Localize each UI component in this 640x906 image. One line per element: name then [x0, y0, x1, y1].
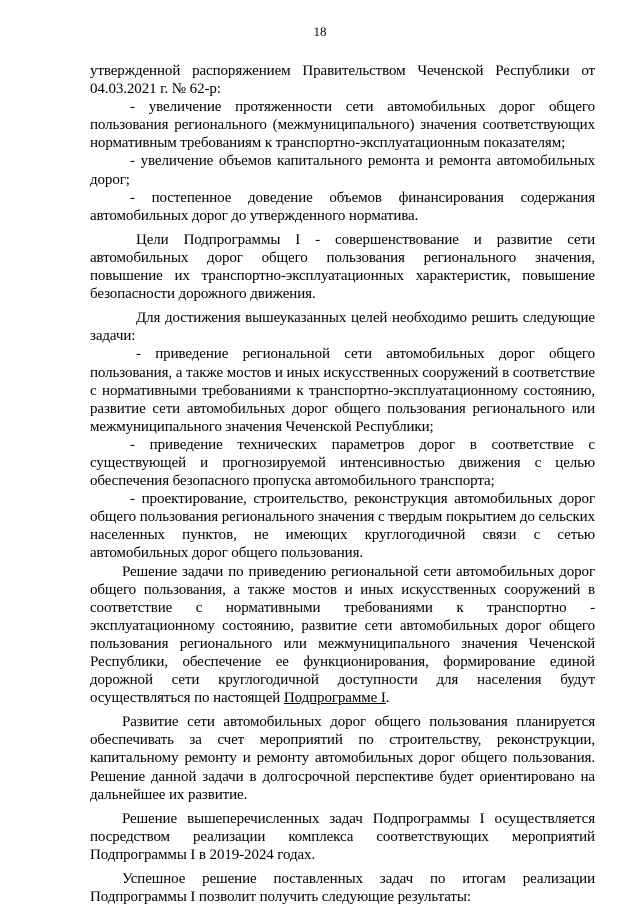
bullet-item: - увеличение объемов капитального ремонта и ремонта автомобильных дорог; — [90, 153, 595, 188]
paragraph: Успешное решение поставленных задач по итогам реализации Подпрограммы I позволит получить следующие результаты: — [90, 871, 595, 906]
bullet-item: - приведение региональной сети автомобильных дорог общего пользования, а также мостов и иных искусственных сооружений в соответствие с нормативными требованиями к транспортно-эксплуатационному состоянию, развитие сети автомобильных дорог общего пользования регионального или межмуниципального значения Чеченской Республики; — [90, 346, 595, 435]
paragraph: Решение вышеперечисленных задач Подпрограммы I осуществляется посредством реализации комплекса соответствующих мероприятий Подпрограммы I в 2019-2024 годах. — [90, 810, 595, 863]
document-body — [90, 62, 595, 906]
paragraph: утвержденной распоряжением Правительством Чеченской Республики от 04.03.2021 г. № 62-р: — [90, 63, 595, 98]
paragraph — [90, 563, 595, 708]
paragraph-text-end: . — [385, 690, 390, 707]
paragraph: Для достижения вышеуказанных целей необходимо решить следующие задачи: — [90, 310, 595, 345]
page-number: 18 — [313, 24, 327, 39]
subprogram-link[interactable]: Подпрограмме I — [283, 690, 386, 707]
bullet-item: - увеличение протяженности сети автомобильных дорог общего пользования регионального (межмуниципального) значения соответствующих нормативным требованиям к транспортно-эксплуатационным показателям; — [90, 99, 595, 152]
paragraph-text: Решение задачи по приведению региональной сети автомобильных дорог общего пользования, а также мостов и иных искусственных сооружений в соответствие с нормативными требованиями к транспортно - эксплуатационному состоянию, развитие сети автомобильных дорог общего пользования регионального или межмуниципального значения Чеченской Республики, обеспечение ее функционирования, формирование единой дорожной сети круглогодичной доступности для населения будут осуществляться по настоящей — [90, 563, 595, 707]
bullet-item: - приведение технических параметров дорог в соответствие с существующей и прогнозируемой интенсивностью движения с целью обеспечения безопасного пропуска автомобильного транспорта; — [90, 436, 595, 490]
paragraph: Развитие сети автомобильных дорог общего пользования планируется обеспечивать за счет мероприятий по строительству, реконструкции, капитальному ремонту и ремонту автомобильных дорог общего пользования. Решение данной задачи в долгосрочной перспективе будет ориентировано на дальнейшее их развитие. — [90, 714, 595, 803]
bullet-item: - постепенное доведение объемов финансирования содержания автомобильных дорог до утвержденного норматива. — [90, 189, 595, 224]
paragraph: Цели Подпрограммы I - совершенствование и развитие сети автомобильных дорог общего пользования регионального значения, повышение их транспортно-эксплуатационных характеристик, повышение безопасности дорожного движения. — [90, 231, 595, 303]
bullet-item: - проектирование, строительство, реконструкция автомобильных дорог общего пользования регионального значения с твердым покрытием до сельских населенных пунктов, не имеющих круглогодичной связи с сетью автомобильных дорог общего пользования. — [90, 491, 595, 562]
